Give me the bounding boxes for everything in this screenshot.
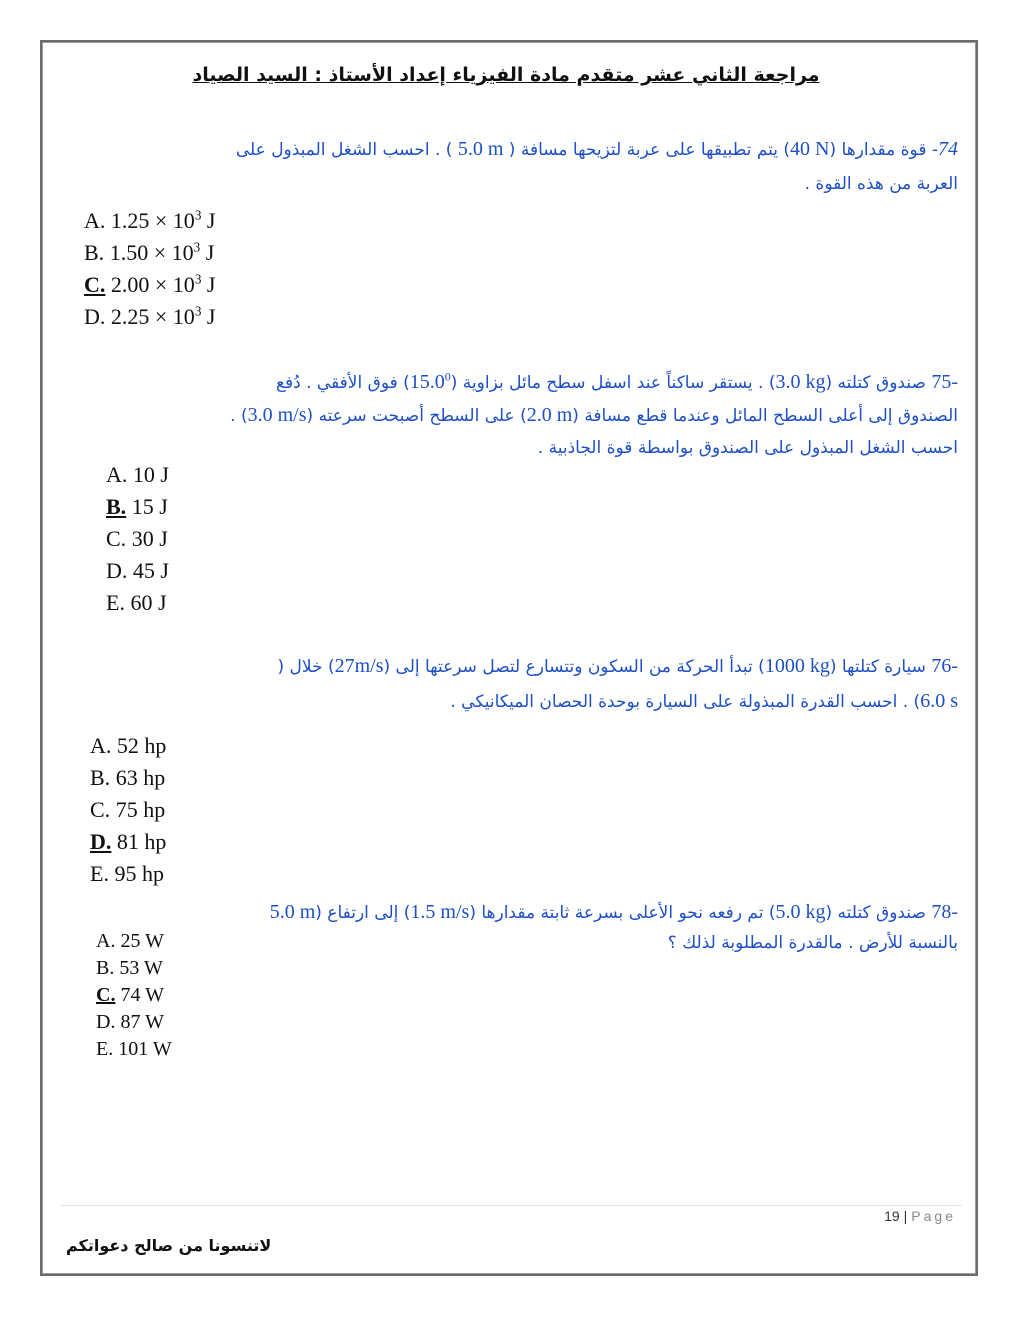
option-value: 53 W xyxy=(114,957,163,979)
option-letter: B. xyxy=(96,957,115,979)
q78-option-a xyxy=(96,928,172,955)
option-letter: D. xyxy=(96,1011,116,1033)
page-title: مراجعة الثاني عشر متقدم مادة الفيزياء إعداد الأستاذ : السيد الصياد xyxy=(192,64,820,86)
q78-option-b xyxy=(96,955,172,982)
option-value: 87 W xyxy=(115,1011,164,1033)
q78-option-c xyxy=(96,982,172,1009)
option-value: 52 hp xyxy=(111,733,167,758)
option-value: 10 J xyxy=(127,462,169,487)
option-letter: D. xyxy=(106,558,128,583)
option-value: 101 W xyxy=(113,1038,172,1060)
option-letter: D. xyxy=(90,829,112,854)
q76-option-a xyxy=(90,730,166,762)
footer-divider xyxy=(60,1205,962,1206)
question-78-line-1: 78- صندوق كتلته (5.0 kg) تم رفعه نحو الأعلى بسرعة ثابتة مقدارها (1.5 m/s) إلى ارتفاع (5.0 m xyxy=(269,901,958,923)
q75-option-c xyxy=(106,523,169,555)
option-letter: A. xyxy=(96,930,116,952)
option-letter: E. xyxy=(106,590,125,615)
option-letter: E. xyxy=(90,861,109,886)
option-value: 75 hp xyxy=(110,797,166,822)
q76-option-e xyxy=(90,858,166,890)
q74-option-a xyxy=(84,205,215,237)
option-letter: C. xyxy=(96,984,116,1006)
option-value: $2.00 \times 10^3$ J xyxy=(110,271,216,297)
question-74-number: 74 xyxy=(938,138,958,160)
option-letter: C. xyxy=(90,797,111,822)
option-value: 30 J xyxy=(126,526,168,551)
question-78-options xyxy=(96,928,172,1063)
q78-option-d xyxy=(96,1009,172,1036)
option-value: 95 hp xyxy=(108,861,164,886)
option-letter: B. xyxy=(106,494,127,519)
option-letter: C. xyxy=(106,526,127,551)
option-value: 74 W xyxy=(115,984,164,1006)
q74-option-c xyxy=(84,269,215,301)
option-value: 81 hp xyxy=(111,829,167,854)
option-letter: A. xyxy=(106,462,128,487)
question-76-line-2: 6.0 s) . احسب القدرة المبذولة على السيارة بوحدة الحصان الميكانيكي . xyxy=(450,690,958,712)
option-letter: B. xyxy=(84,240,105,265)
option-letter: E. xyxy=(96,1038,114,1060)
question-78-line-2: بالنسبة للأرض . مالقدرة المطلوبة لذلك ؟ xyxy=(667,933,958,953)
option-letter: D. xyxy=(84,304,106,329)
footer-prayer: لاتنسونا من صالح دعواتكم xyxy=(66,1236,272,1255)
q75-option-e xyxy=(106,587,169,619)
option-value: 45 J xyxy=(127,558,169,583)
option-letter: C. xyxy=(84,272,106,297)
question-75-line-3: احسب الشغل المبذول على الصندوق بواسطة قوة الجاذبية . xyxy=(537,438,958,458)
option-letter: B. xyxy=(90,765,111,790)
option-value: 63 hp xyxy=(110,765,166,790)
option-letter: A. xyxy=(90,733,112,758)
option-value: $2.25 \times 10^3$ J xyxy=(110,303,216,329)
q75-option-d xyxy=(106,555,169,587)
question-74-line-1: 74- قوة مقدارها (40 N) يتم تطبيقها على عربة لتزيحها مسافة ( 5.0 m ) . احسب الشغل المبذول على xyxy=(235,138,958,160)
q75-option-b xyxy=(106,491,169,523)
question-75-number: 75- xyxy=(931,371,958,393)
option-value: 25 W xyxy=(115,930,164,952)
question-75-line-1: 75- صندوق كتلته (3.0 kg) . يستقر ساكناً عند اسفل سطح مائل بزاوية (15.0$^0$) فوق الأفقي . دُفع xyxy=(275,369,958,393)
q76-option-c xyxy=(90,794,166,826)
option-letter: A. xyxy=(84,208,106,233)
question-75-options xyxy=(106,459,169,619)
option-value: $1.25 \times 10^3$ J xyxy=(110,207,216,233)
question-76-line-1: 76- سيارة كتلتها (1000 kg) تبدأ الحركة من السكون وتتسارع لتصل سرعتها إلى (27m/s) خلال ( xyxy=(277,655,958,677)
option-value: $1.50 \times 10^3$ J xyxy=(109,239,215,265)
q74-option-b xyxy=(84,237,215,269)
q75-option-a xyxy=(106,459,169,491)
question-74-options xyxy=(84,205,215,333)
q74-option-d xyxy=(84,301,215,333)
q76-option-d xyxy=(90,826,166,858)
option-value: 60 J xyxy=(124,590,167,615)
question-76-options xyxy=(90,730,166,890)
question-76-number: 76- xyxy=(931,655,958,677)
option-value: 15 J xyxy=(126,494,168,519)
q76-option-b xyxy=(90,762,166,794)
page-number: 19 | Page xyxy=(884,1208,956,1224)
question-78-number: 78- xyxy=(931,901,958,923)
question-75-line-2: الصندوق إلى أعلى السطح المائل وعندما قطع مسافة (2.0 m) على السطح أصبحت سرعته (3.0 m/s) . xyxy=(230,404,958,426)
question-74-line-2: العربة من هذه القوة . xyxy=(804,174,958,194)
q78-option-e xyxy=(96,1036,172,1063)
